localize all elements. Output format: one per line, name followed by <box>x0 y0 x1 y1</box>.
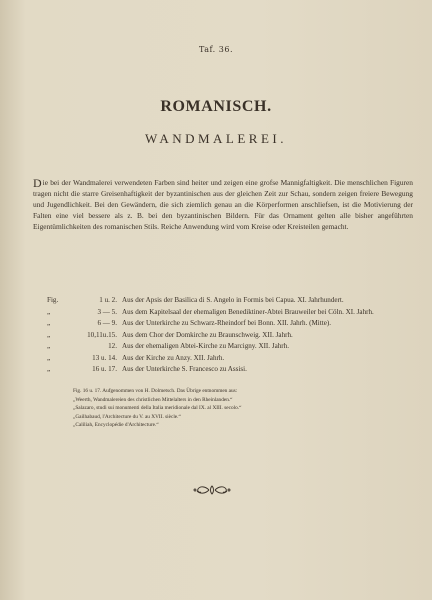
figure-description: Aus dem Chor der Domkirche zu Braunschweig. XII. Jahrh. <box>122 330 293 339</box>
figure-row <box>47 331 422 343</box>
figure-description: Aus der Apsis der Basilica di S. Angelo in Formis bei Capua. XI. Jahrhundert. <box>122 296 344 304</box>
figure-row <box>47 319 422 331</box>
figure-number: 12. <box>108 342 117 350</box>
figure-prefix: „ <box>47 330 51 339</box>
figure-number: 10,11u.15. <box>87 330 117 339</box>
page-title: ROMANISCH. <box>160 98 272 115</box>
ornament-icon <box>193 483 231 497</box>
figure-prefix: „ <box>47 307 51 316</box>
source-note: „Weerth, Wandmalereien des christlichen Mittelalters in den Rheinlanden.“ <box>73 396 233 403</box>
source-note: „Gailhabaud, l'Architecture du V. au XVII. siècle.“ <box>73 413 181 420</box>
figure-row <box>47 365 422 377</box>
figure-prefix: „ <box>47 342 51 350</box>
figure-prefix: „ <box>47 353 51 362</box>
source-note: „Caliliah, Encyclopédie d'Architecture.“ <box>73 422 159 428</box>
figure-number: 1 u. 2. <box>99 296 117 304</box>
page-subtitle: WANDMALEREI. <box>144 131 287 146</box>
figure-number: 16 u. 17. <box>92 365 117 373</box>
figure-description: Aus der ehemaligen Abtei-Kirche zu Marcigny. XII. Jahrh. <box>122 342 289 350</box>
figure-description: Aus der Unterkirche zu Schwarz-Rheindorf bei Bonn. XII. Jahrh. (Mitte). <box>122 319 332 327</box>
figure-row <box>47 354 422 366</box>
drop-cap: D <box>33 176 42 190</box>
figure-number: 3 — 5. <box>97 307 117 316</box>
figure-row <box>47 342 422 354</box>
figure-prefix: „ <box>47 319 51 327</box>
figure-number: 6 — 9. <box>97 319 117 327</box>
source-note: Fig. 16 u. 17. Aufgenommen von H. Dolmetsch. Das Übrige entnommen aus: <box>73 388 238 394</box>
intro-paragraph <box>33 178 413 233</box>
intro-text: ie bei der Wandmalerei verwendeten Farben sind heiter und zeigen eine grofse Mannigfaltigkeit. Die menschlichen Figuren tragen nicht die starre Greisenhaftigkeit der byzantinischen aus der gleichen Zeit zur Schau, sondern zeigen freiere Bewegung und Jugendlichkeit. Bei den Gewändern, die sich ziemlich genau an die Körperformen anschliefsen, ist die Motivierung der Falten eine viel bessere als z. B. bei den byzantinischen Bildern. Für das Ornament gelten alle bisher angeführten Eigentümlichkeiten des romanischen Stils. Reiche Anwendung wird vom Kreise oder Kreisteilen gemacht. <box>33 178 413 231</box>
figure-description: Aus der Kirche zu Anzy. XII. Jahrh. <box>122 353 225 362</box>
figure-prefix: „ <box>47 365 51 373</box>
plate-number: Taf. 36. <box>199 45 233 54</box>
source-notes <box>73 387 413 430</box>
figure-prefix: Fig. <box>47 296 59 304</box>
figure-row <box>47 308 422 320</box>
figure-list <box>47 296 422 377</box>
figure-description: Aus dem Kapitelsaal der ehemaligen Benediktiner-Abtei Brauweiler bei Cöln. XI. Jahrh. <box>122 307 374 316</box>
figure-number: 13 u. 14. <box>92 353 117 362</box>
figure-description: Aus der Unterkirche S. Francesco zu Assisi. <box>122 365 247 373</box>
figure-row <box>47 296 422 308</box>
source-note: „Salazaro, studi sui monumenti della Italia meridionale dal IX. al XIII. secolo.“ <box>73 405 242 411</box>
